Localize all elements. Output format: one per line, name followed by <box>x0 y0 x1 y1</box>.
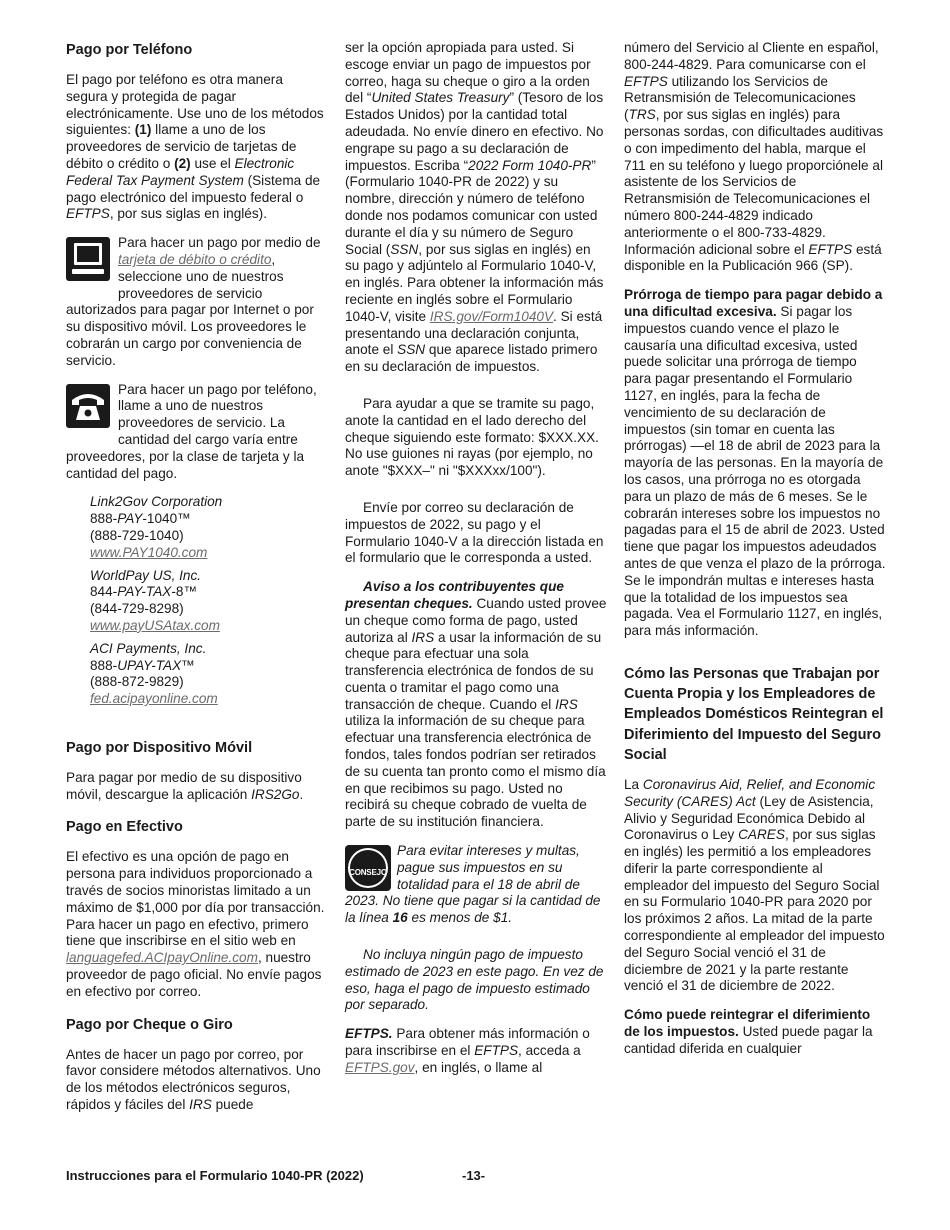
vendor-item <box>90 568 328 635</box>
vendor-number: (888-729-1040) <box>90 527 184 543</box>
tip-icon <box>345 845 391 883</box>
telephone-icon <box>66 384 110 433</box>
vendor-list <box>90 494 328 708</box>
link-eftps[interactable]: EFTPS.gov <box>345 1059 415 1075</box>
link-card[interactable]: tarjeta de débito o crédito <box>118 251 272 267</box>
text: 888- <box>90 657 118 673</box>
text: 888- <box>90 511 118 527</box>
text: Para hacer un pago por teléfono, llame a uno de nuestros proveedores de servicio. La cantidad del cargo varía entre proveedores, por la clase de tarjeta y la cantidad del pago. <box>66 381 317 481</box>
text-bold: (2) <box>174 155 191 171</box>
text: . <box>299 786 304 802</box>
text-italic: SSN <box>390 241 419 257</box>
text: El pago por teléfono es otra manera segura y protegida de pagar electrónicamente. Use uno de los métodos siguientes: <box>66 72 324 138</box>
text: está disponible en la Publicación 966 (SP). <box>624 241 882 274</box>
paragraph-cash <box>66 849 328 1000</box>
text: Si pagar los impuestos cuando vence el plazo le causaría una dificultad excesiva, usted puede solicitar una prórroga de tiempo para pagar presentando el Formulario 1127, en inglés, para la fecha de vencimiento de su declaración de impuestos (sin tomar en cuenta las prórrogas) —el 18 de abril de 2023 para la mayoría de las personas. En la mayoría de los casos, una prórroga no es otorgada para un plazo de más de 6 meses. Se le cobrarán intereses sobre los impuestos no pagadas para el 15 de abril de 2023. Usted tiene que pagar los impuestos adeudados antes de que venza el plazo de la prórroga. Se le impondrán multas e intereses hasta que la totalidad de los impuestos sea pagada. Vea el Formulario 1127, en inglés, para más información. <box>624 303 886 639</box>
paragraph-eftps-contact <box>624 40 886 275</box>
text-italic: IRS2Go <box>251 786 300 802</box>
text-italic: Coronavirus Aid, Relief, and Economic Security (CARES) Act <box>624 776 876 809</box>
text: ™ <box>181 657 195 673</box>
text-italic: Para evitar intereses y multas, pague sus impuestos en su totalidad para el 18 de abril de 2023. No tiene que pagar si la cantidad de la línea <box>345 843 601 926</box>
heading-pago-telefono: Pago por Teléfono <box>66 42 193 58</box>
paragraph-eftps <box>345 1026 607 1076</box>
paragraph-check <box>66 1047 328 1114</box>
link-form1040v[interactable]: IRS.gov/Form1040V <box>429 308 554 324</box>
text-italic: IRS <box>411 629 435 645</box>
text-italic: EFTPS <box>808 241 853 257</box>
heading-pago-cheque: Pago por Cheque o Giro <box>66 1016 233 1033</box>
text: Para obtener más información o para inscribirse en el <box>345 1026 590 1059</box>
vendor-link[interactable]: www.payUSAtax.com <box>90 617 220 633</box>
heading-self-employed: Cómo las Personas que Trabajan por Cuenta Propia y los Empleadores de Empleados Domésticos Reintegran el Diferimiento del Impuesto del Seguro Social <box>624 665 884 763</box>
text: número del Servicio al Cliente en español, 800-244-4829. Para comunicarse con el <box>624 40 879 72</box>
text-bold: (1) <box>134 122 152 138</box>
text-italic: PAY <box>117 511 143 527</box>
vendor-name: Link2Gov Corporation <box>90 494 223 510</box>
vendor-item <box>90 494 328 561</box>
page-footer <box>66 1168 886 1183</box>
text-italic: 2022 Form 1040-PR <box>468 157 592 173</box>
text: Antes de hacer un pago por correo, por favor considere métodos alternativos. Uno de los métodos electrónicos seguros, rápidos y fáciles del <box>66 1046 321 1113</box>
text: a usar la información de su cheque para efectuar una sola transferencia electrónica de fondos de su cuenta o tramitar el pago como una transacción de cheque. Cuando el <box>345 629 602 712</box>
paragraph-check-notice <box>345 579 607 831</box>
text-italic: EFTPS <box>624 73 668 89</box>
text: 844- <box>90 584 118 600</box>
text: (Ley de Asistencia, Alivio y Seguridad Económica Debido al Coronavirus o Ley <box>624 793 874 843</box>
text: , nuestro proveedor de pago oficial. No envíe pagos en efectivo por correo. <box>66 950 322 999</box>
computer-icon <box>66 237 110 286</box>
text: use el <box>190 155 235 171</box>
footer-title: Instrucciones para el Formulario 1040-PR (2022) <box>66 1168 364 1183</box>
vendor-number: (844-729-8298) <box>90 601 184 617</box>
link-cash[interactable]: languagefed.ACIpayOnline.com <box>66 950 258 966</box>
text: puede <box>211 1097 254 1113</box>
paragraph-estimated: No incluya ningún pago de impuesto estimado de 2023 en este pago. En vez de eso, haga el pago de impuesto estimado por separado. <box>345 947 604 1013</box>
vendor-name: WorldPay US, Inc. <box>90 567 202 583</box>
vendor-name: ACI Payments, Inc. <box>90 640 207 656</box>
paragraph-card-payment <box>66 235 328 369</box>
text-bold-italic: Aviso a los contribuyentes que presentan cheques. <box>345 579 564 611</box>
vendor-item <box>90 641 328 708</box>
text: Para hacer un pago por medio de <box>118 235 321 251</box>
paragraph-cares-act <box>624 777 886 995</box>
paragraph-mail-return: Envíe por correo su declaración de impuestos de 2022, su pago y el Formulario 1040-V a la dirección listada en el formulario que le corresponda a usted. <box>345 499 604 566</box>
text-italic: EFTPS <box>66 206 110 222</box>
text: , por sus siglas en inglés) les permitió a los empleadores diferir la parte correspondiente al empleador del impuesto del Seguro Social en su Formulario 1040-PR para 2020 por los próximos 2 años. La mitad de la parte correspondiente al empleador del impuesto del Seguro Social venció el 31 de diciembre de 2021 y la parte restante venció el 31 de diciembre de 2022. <box>624 827 885 994</box>
text: . Si está presentando una declaración conjunta, anote el <box>345 308 603 358</box>
text-italic: PAY-TAX <box>117 584 172 600</box>
column-2 <box>345 40 607 1089</box>
text-italic: United States Treasury <box>371 90 510 106</box>
tip-label: CONSEJO <box>349 867 387 877</box>
text: Para pagar por medio de su dispositivo móvil, descargue la aplicación <box>66 769 302 802</box>
text-bold: Cómo puede reintegrar el diferimiento de los impuestos. <box>624 1007 871 1040</box>
text: -8™ <box>171 584 198 600</box>
paragraph-check-format: Para ayudar a que se tramite su pago, anote la cantidad en el lado derecho del cheque siguiendo este formato: $XXX.XX. No use guiones ni rayas (por ejemplo, no anote "$XXX–" ni "$XXXxx/100"). <box>345 395 599 479</box>
vendor-number: (888-872-9829) <box>90 674 184 690</box>
paragraph-extension <box>624 287 886 640</box>
text-italic: IRS <box>555 696 578 712</box>
text: , por sus siglas en inglés) para personas sordas, con dificultades auditivas o con impedimento del habla, marque el 711 en su teléfono y luego proporciónele al asistente de los Servicios de Retransmisión de Telecomunicaciones el número 800-244-4829 indicado anteriormente o el 800-733-4829. Información adicional sobre el <box>624 107 884 257</box>
text: utiliza la información de su cheque para efectuar una transferencia electrónica de fondos, tales fondos podrían ser retirados de su cuenta tan pronto como el mismo día en que recibimos su pago. Usted no recibirá su cheque cobrado de vuelta de parte de su institución financiera. <box>345 713 606 830</box>
text-italic: EFTPS <box>474 1043 519 1059</box>
text: -1040™ <box>142 511 191 527</box>
tip-paragraph <box>345 843 607 927</box>
text: ” (Tesoro de los Estados Unidos) por la cantidad total adeudada. No envíe dinero en efectivo. No engrape su pago a su declaración de impuestos. Escriba “ <box>345 90 604 173</box>
text: utilizando los Servicios de Retransmisión de Telecomunicaciones ( <box>624 73 856 123</box>
text: , acceda a <box>518 1043 581 1059</box>
text: ” (Formulario 1040-PR de 2022) y su nombre, dirección y número de teléfono donde nos podamos comunicar con usted durante el día y su número de Seguro Social ( <box>345 157 598 257</box>
text-italic: CARES <box>738 827 785 843</box>
paragraph-phone-intro <box>66 72 328 223</box>
paragraph-phone-payment <box>66 382 328 483</box>
text-bold-italic: EFTPS. <box>345 1026 393 1042</box>
text: , seleccione uno de nuestros proveedores de servicio autorizados para pagar por Internet o por su dispositivo móvil. Los proveedores le cobrarán un cargo por conveniencia de servicio. <box>66 251 314 368</box>
text: El efectivo es una opción de pago en persona para individuos proporcionado a través de socios minoristas limitado a un máximo de $1,000 por día por transacción. Para hacer un pago en efectivo, primero tiene que inscribirse en el sitio web en <box>66 849 325 949</box>
column-3 <box>624 40 886 1070</box>
text: (Sistema de pago electrónico del impuesto federal o <box>66 172 321 205</box>
paragraph-mail-payment <box>345 40 607 376</box>
text-italic: TRS <box>628 107 656 123</box>
text-italic: IRS <box>189 1097 212 1113</box>
text-italic: Electronic Federal Tax Payment System <box>66 155 295 188</box>
text: , por sus siglas en inglés) en su pago y adjúntelo al Formulario 1040-V, en inglés. Para obtener la información más reciente en inglés sobre el Formulario 1040-V, visite <box>345 241 604 324</box>
text: llame a uno de los proveedores de servicio de tarjetas de débito o crédito o <box>66 122 297 171</box>
text: , por sus siglas en inglés). <box>109 206 267 222</box>
text-bold: Prórroga de tiempo para pagar debido a una dificultad excesiva. <box>624 287 883 319</box>
vendor-link[interactable]: fed.acipayonline.com <box>90 691 218 707</box>
text-bold: 16 <box>392 910 408 926</box>
heading-pago-efectivo: Pago en Efectivo <box>66 819 183 836</box>
text: La <box>624 776 643 792</box>
page-number: -13- <box>462 1168 486 1183</box>
column-1 <box>66 40 328 1126</box>
text: que aparece listado primero en su declaración de impuestos. <box>345 342 598 375</box>
text: ser la opción apropiada para usted. Si escoge enviar un pago de impuestos por correo, haga su cheque o giro a la orden del “ <box>345 40 591 106</box>
text-italic: SSN <box>397 342 426 358</box>
paragraph-repay-deferral <box>624 1007 886 1057</box>
text-italic: UPAY-TAX <box>117 657 182 673</box>
heading-pago-movil: Pago por Dispositivo Móvil <box>66 739 253 756</box>
text-italic: es menos de $1. <box>407 910 513 926</box>
text: Cuando usted provee un cheque como forma de pago, usted autoriza al <box>345 595 607 645</box>
text: , en inglés, o llame al <box>414 1059 543 1075</box>
text: Usted puede pagar la cantidad diferida en cualquier <box>624 1024 873 1056</box>
vendor-link[interactable]: www.PAY1040.com <box>90 544 208 560</box>
paragraph-mobile <box>66 770 328 804</box>
